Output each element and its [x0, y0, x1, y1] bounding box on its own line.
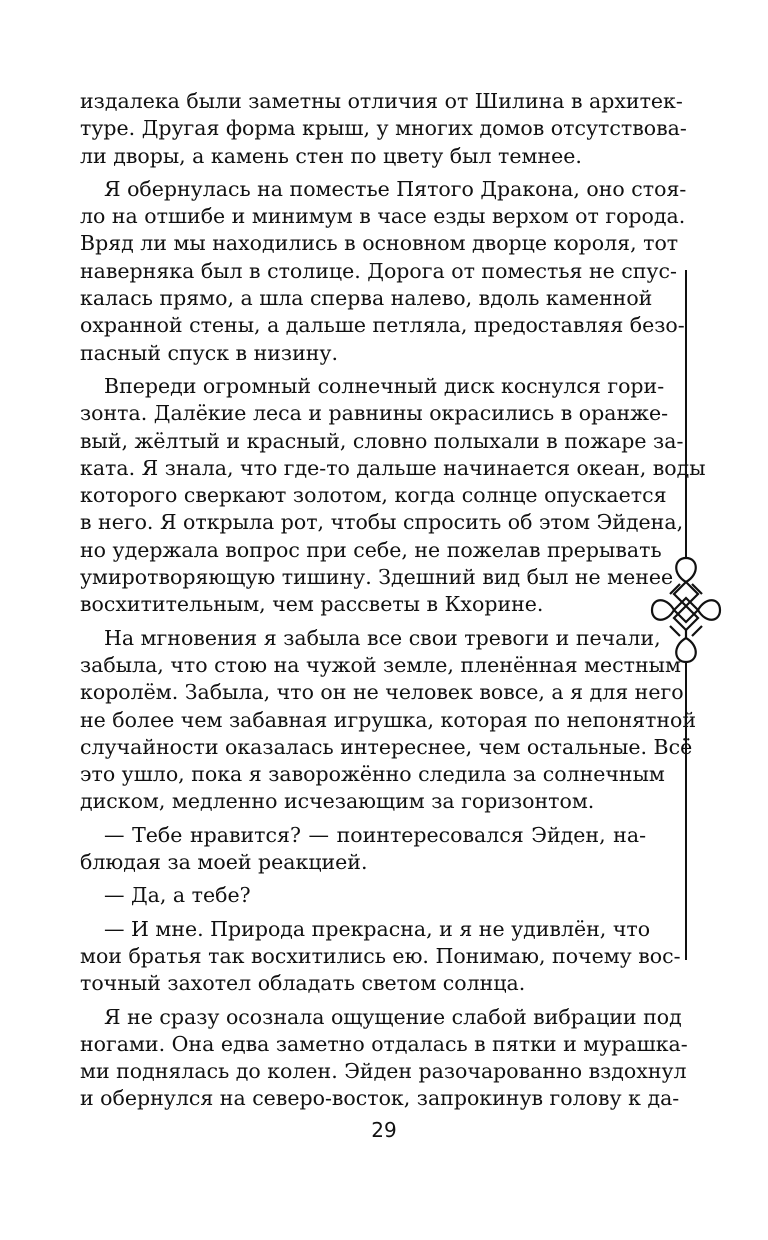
text-line: мои братья так восхитились ею. Понимаю, почему вос- [80, 943, 681, 968]
text-line: туре. Другая форма крыш, у многих домов отсутствова- [80, 116, 687, 141]
text-line: На мгновения я забыла все свои тревоги и печали, [104, 625, 661, 650]
text-line: ло на отшибе и минимум в часе езды верхом от города. [80, 204, 686, 229]
text-line: ли дворы, а камень стен по цвету был темнее. [80, 143, 582, 168]
paragraph [80, 882, 646, 909]
text-line: пасный спуск в низину. [80, 340, 339, 365]
page-number: 29 [371, 1118, 397, 1142]
body-text [80, 88, 706, 1119]
text-line: калась прямо, а шла сперва налево, вдоль каменной [80, 286, 653, 311]
text-line: издалека были заметны отличия от Шилина в архитек- [80, 89, 683, 113]
text-line: — Да, а тебе? [104, 883, 251, 908]
text-line: Я обернулась на поместье Пятого Дракона, оно стоя- [104, 176, 687, 201]
text-line: это ушло, пока я заворожённо следила за солнечным [80, 762, 665, 787]
text-line: и обернулся на северо-восток, запрокинув голову к да- [80, 1086, 680, 1111]
text-line: но удержала вопрос при себе, не пожелав прерывать [80, 537, 662, 562]
text-line: вый, жёлтый и красный, словно полыхали в пожаре за- [80, 428, 684, 453]
text-line: восхитительным, чем рассветы в Кхорине. [80, 592, 544, 617]
paragraph [80, 176, 687, 367]
text-line: ногами. Она едва заметно отдалась в пятки и мурашка- [80, 1031, 688, 1056]
text-line: наверняка был в столице. Дорога от поместья не спус- [80, 258, 677, 283]
paragraph [80, 916, 681, 998]
text-line: ми поднялась до колен. Эйден разочарованно вздохнул [80, 1059, 687, 1084]
text-line: Я не сразу осознала ощущение слабой вибрации под [104, 1004, 682, 1029]
text-line: охранной стены, а дальше петляла, предоставляя безо- [80, 313, 685, 338]
text-line: которого сверкают золотом, когда солнце опускается [80, 483, 667, 508]
text-line: зонта. Далёкие леса и равнины окрасились в оранже- [80, 401, 669, 426]
paragraph [80, 625, 697, 816]
text-line: блюдая за моей реакцией. [80, 850, 368, 875]
text-line: королём. Забыла, что он не человек вовсе, а я для него [80, 680, 684, 705]
paragraph [80, 1004, 688, 1113]
text-line: в него. Я открыла рот, чтобы спросить об этом Эйдена, [80, 510, 684, 535]
paragraph [80, 88, 687, 170]
text-line: диском, медленно исчезающим за горизонтом. [80, 789, 595, 814]
text-line: — И мне. Природа прекрасна, и я не удивлён, что [104, 916, 651, 941]
paragraph [80, 373, 706, 619]
text-line: не более чем забавная игрушка, которая по непонятной [80, 707, 697, 732]
text-line: — Тебе нравится? — поинтересовался Эйден, на- [104, 822, 646, 847]
text-line: Впереди огромный солнечный диск коснулся гори- [104, 373, 665, 398]
endless-knot-icon [646, 270, 726, 960]
text-line: ката. Я знала, что где-то дальше начинается океан, воды [80, 455, 706, 480]
text-line: случайности оказалась интереснее, чем остальные. Всё [80, 734, 693, 759]
text-line: точный захотел обладать светом солнца. [80, 971, 526, 996]
paragraph [80, 822, 646, 877]
text-line: умиротворяющую тишину. Здешний вид был не менее [80, 565, 674, 590]
text-line: забыла, что стою на чужой земле, пленённая местным [80, 652, 681, 677]
text-line: Вряд ли мы находились в основном дворце короля, тот [80, 231, 679, 256]
